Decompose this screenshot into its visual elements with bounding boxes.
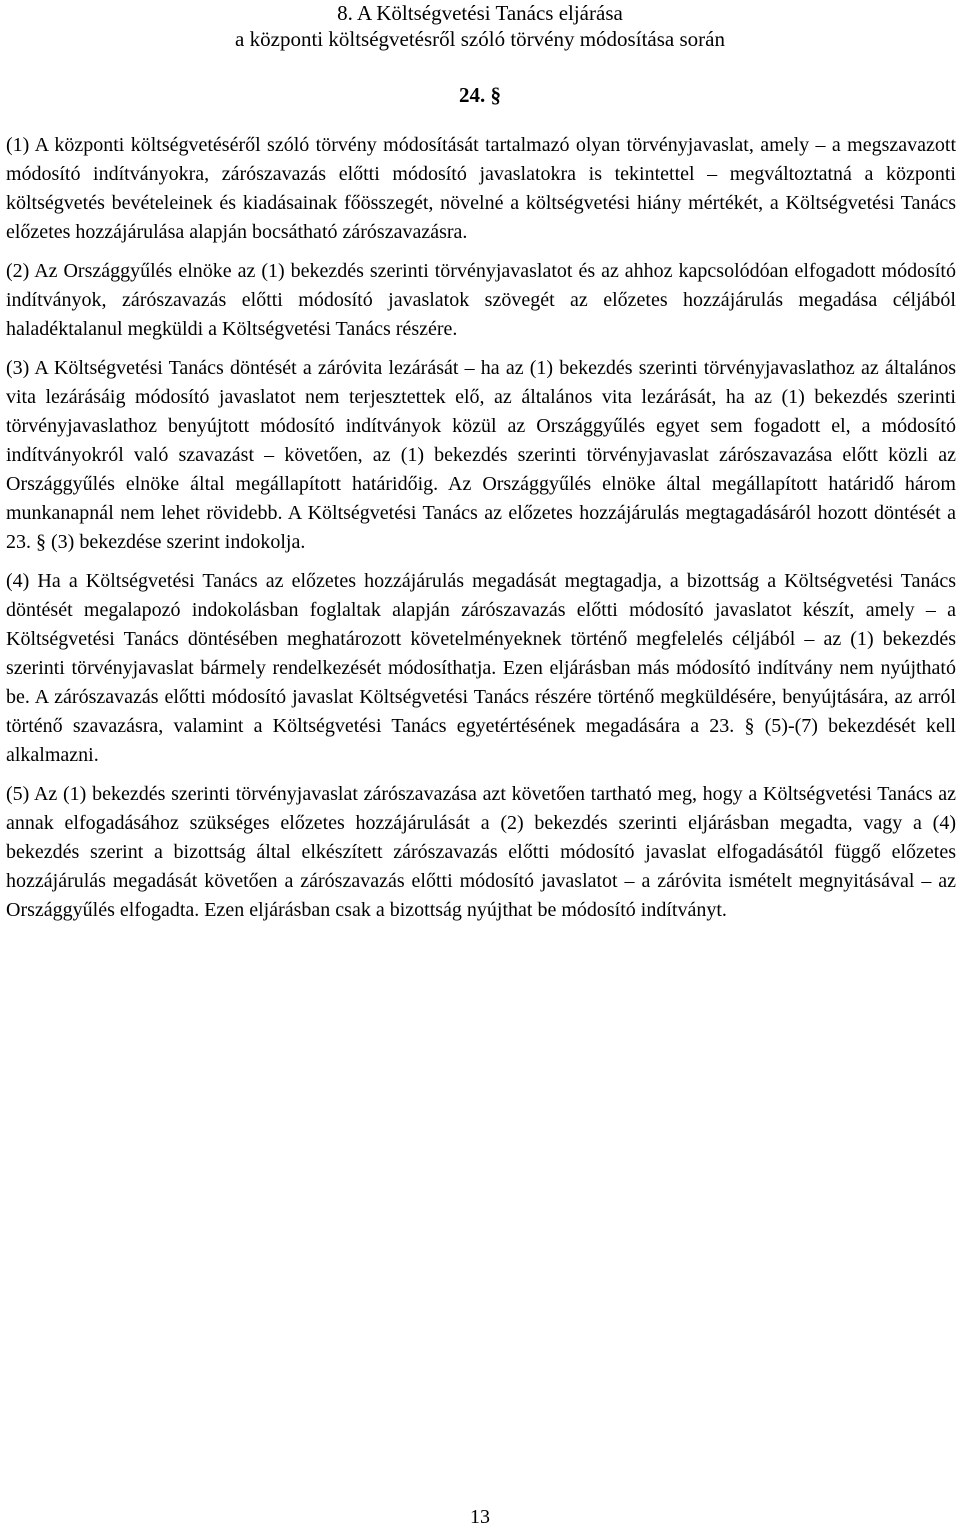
chapter-title: 8. A Költségvetési Tanács eljárása: [337, 1, 623, 25]
chapter-subtitle: a központi költségvetésről szóló törvény módosítása során: [235, 27, 725, 51]
paragraph-3: (3) A Költségvetési Tanács döntését a záróvita lezárását – ha az (1) bekezdés szerinti törvényjavaslathoz az általános vita lezárásáig módosító javaslatot nem terjesztettek elő, az általános vita lezárását, ha az (1) bekezdés szerinti törvényjavaslathoz benyújtott módosító indítványok közül az Országgyűlés egyet sem fogadott el, a módosító indítványokról való szavazást – követően, az (1) bekezdés szerinti törvényjavaslat zárószavazása előtt közli az Országgyűlés elnöke által megállapított határidőig. Az Országgyűlés elnöke által megállapított határidő három munkanapnál nem lehet rövidebb. A Költségvetési Tanács az előzetes hozzájárulás megtagadásáról hozott döntését a 23. § (3) bekezdése szerint indokolja.: [6, 357, 956, 553]
paragraph-2: (2) Az Országgyűlés elnöke az (1) bekezdés szerinti törvényjavaslatot és az ahhoz kapcsolódóan elfogadott módosító indítványok, zárószavazás előtti módosító javaslatok szövegét az előzetes hozzájárulás megadása céljából haladéktalanul megküldi a Költségvetési Tanács részére.: [6, 260, 956, 340]
paragraph-5: (5) Az (1) bekezdés szerinti törvényjavaslat zárószavazása azt követően tartható meg, hogy a Költségvetési Tanács az annak elfogadásához szükséges előzetes hozzájárulását a (2) bekezdés szerinti eljárásban megadta, vagy a (4) bekezdés szerint a bizottság által elkészített zárószavazás előtti módosító javaslat elfogadásától függő előzetes hozzájárulás megadását követően a zárószavazás előtti módosító javaslatot – a záróvita ismételt megnyitásával – az Országgyűlés elfogadta. Ezen eljárásban csak a bizottság nyújthat be módosító indítványt.: [6, 783, 956, 921]
section-body: [6, 131, 956, 935]
paragraph-4: (4) Ha a Költségvetési Tanács az előzetes hozzájárulás megadását megtagadja, a bizottság a Költségvetési Tanács döntését megalapozó indokolásban foglaltak alapján zárószavazás előtti módosító javaslatot készít, amely – a Költségvetési Tanács döntésében meghatározott követelményeknek történő megfelelés céljából – az (1) bekezdés szerinti törvényjavaslat bármely rendelkezését módosíthatja. Ezen eljárásban más módosító indítvány nem nyújtható be. A zárószavazás előtti módosító javaslat Költségvetési Tanács részére történő megküldésére, benyújtására, az arról történő szavazásra, valamint a Költségvetési Tanács egyetértésének megadására a 23. § (5)-(7) bekezdését kell alkalmazni.: [6, 570, 956, 766]
section-number: 24. §: [459, 83, 501, 107]
paragraph-1: (1) A központi költségvetéséről szóló törvény módosítását tartalmazó olyan törvényjavaslat, amely – a megszavazott módosító indítványokra, zárószavazás előtti módosító javaslatokra is tekintettel – megváltoztatná a központi költségvetés bevételeinek és kiadásainak főösszegét, növelné a költségvetési hiány mértékét, a Költségvetési Tanács előzetes hozzájárulása alapján bocsátható zárószavazásra.: [6, 134, 956, 243]
page-number: 13: [470, 1506, 490, 1528]
